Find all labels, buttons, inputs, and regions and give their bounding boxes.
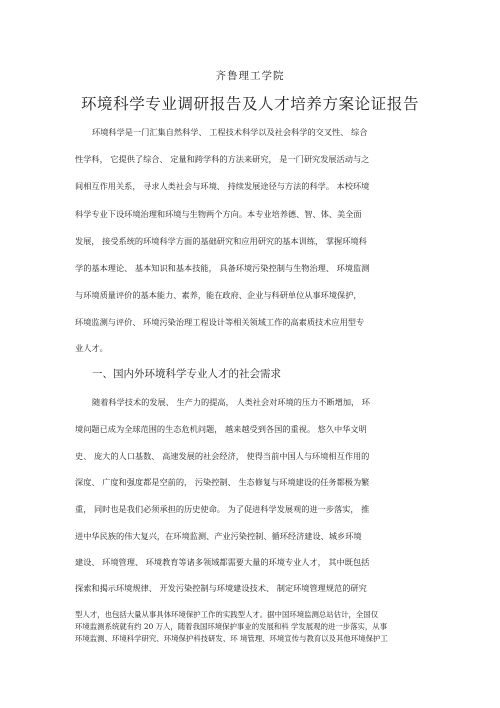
paragraph-line: 发展， 接受系统的环境科学方面的基础研究和应用研究的基本训练， 掌握环境科 [75, 236, 367, 246]
paragraph-line: 学的基本理论、 基本知识和基本技能， 具备环境污染控制与生物治理、 环境监测 [75, 263, 370, 273]
paragraph-line: 间相互作用关系， 寻求人类社会与环境、 持续发展途径与方法的科学。 本校环境 [75, 181, 370, 191]
page-title: 环境科学专业调研报告及人才培养方案论证报告 [80, 95, 420, 113]
paragraph-line: 重， 同时也是我们必须承担的历史使命。 为了促进科学发展观的进一步落实， 推 [75, 504, 370, 514]
section-heading: 一、国内外环境科学专业人才的社会需求 [92, 368, 281, 380]
paragraph-line: 科学专业下设环境治理和环境与生物两个方向。本专业培养德、智、体、美全面 [75, 209, 362, 219]
paragraph-line: 建设、 环境管理、 环境教育等诸多领域都需要大量的环境专业人才， 其中既包括 [75, 557, 370, 567]
institution-name: 齐鲁理工学院 [215, 70, 285, 82]
paragraph-line: 环境监测、环境科学研究、环境保护科技研发、环 境管理、环境宣传与教育以及其他环境保护工 [75, 634, 388, 643]
paragraph-line: 进中华民族的伟大复兴，在环境监测、产业污染控制、循环经济建设、城乡环境 [75, 531, 362, 541]
paragraph-line: 型人才，也包括大量从事具体环境保护工作的实践型人才。据中国环境监测总站估计，全国仅 [75, 610, 379, 619]
paragraph-line: 境问题已成为全球范围的生态危机问题， 越来越受到各国的重视。 悠久中华文明 [75, 424, 367, 434]
paragraph-line: 性学科， 它提供了综合、 定量和跨学科的方法来研究， 是一门研究发展活动与之 [75, 154, 370, 164]
paragraph-line: 深度、 广度和强度都是空前的， 污染控制、 生态修复与环境建设的任务都极为繁 [75, 477, 370, 487]
paragraph-line: 环境监测与评价、 环境污染治理工程设计等相关领域工作的高素质技术应用型专 [75, 317, 365, 327]
paragraph-line: 随着科学技术的发展、 生产力的提高， 人类社会对环境的压力不断增加， 环 [92, 397, 370, 407]
paragraph-line: 环境科学是一门汇集自然科学、 工程技术科学以及社会科学的交叉性、 综合 [92, 127, 368, 137]
paragraph-line: 探索和揭示环境规律、 开发污染控制与环境建设技术、 制定环境管理规范的研究 [75, 583, 367, 593]
paragraph-line: 史、 庞大的人口基数、 高速发展的社会经济， 使得当前中国人与环境相互作用的 [75, 451, 370, 461]
paragraph-line: 环境监测系统就有约 20 万人，随着我国环境保护事业的发展和科 学发展观的进一步落实，从事 [75, 622, 388, 631]
paragraph-line: 业人才。 [75, 343, 108, 353]
paragraph-line: 与环境质量评价的基本能力、素养，能在政府、企业与科研单位从事环境保护， [75, 290, 362, 300]
